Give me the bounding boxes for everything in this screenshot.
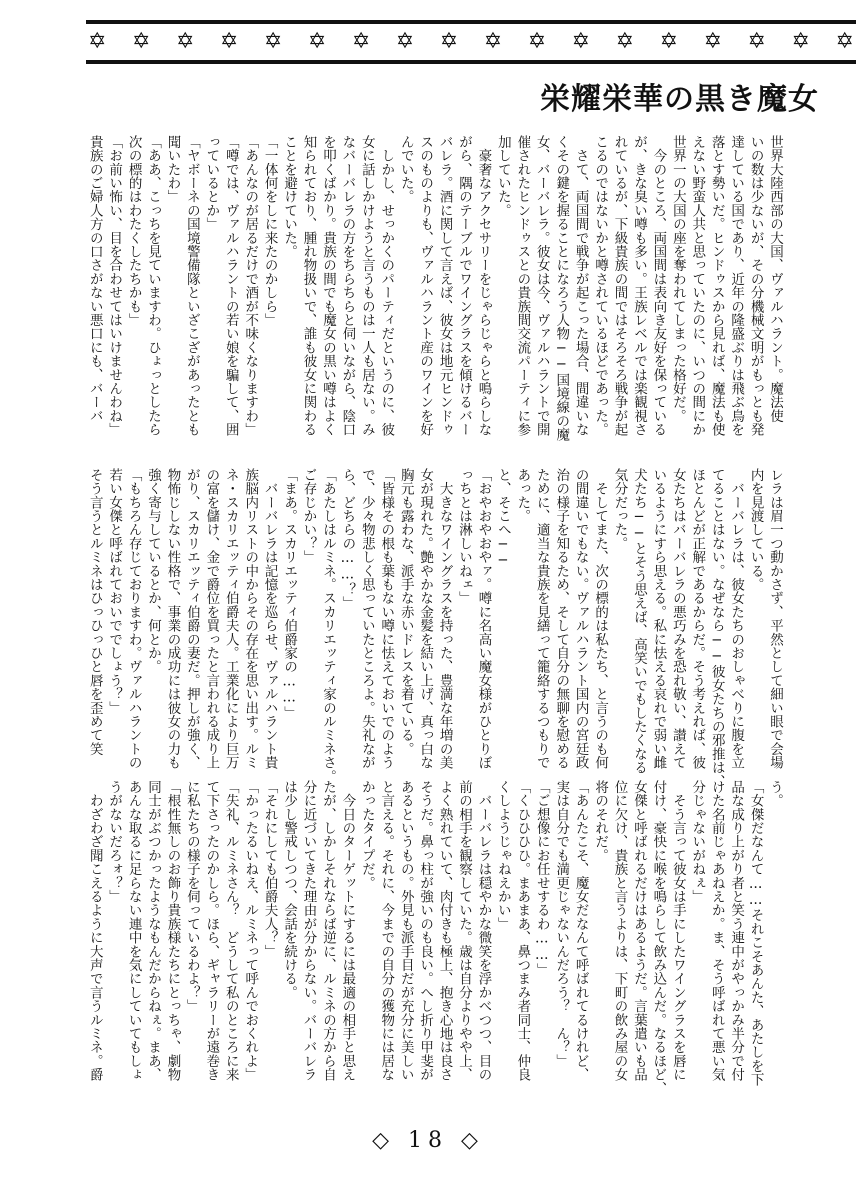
text-column: んでいた。: [397, 135, 414, 204]
text-column: そう言って彼女は手にしたワイングラスを唇に: [669, 780, 686, 1082]
header-top-rule: [86, 20, 856, 24]
text-column: 強く寄与しているとか、何とか。: [145, 468, 161, 674]
text-column: てることはない。なぜなら──彼女たちの邪推は、: [708, 468, 725, 789]
text-column: 付け、豪快に喉を鳴らして飲み込んだ。なるほど、: [650, 780, 667, 1096]
text-column: 「皆様その根も葉もない噂に怯えておいでのよう: [378, 468, 395, 770]
text-column: を叩くばかり。貴族の間でも魔女の黒い噂はよく: [319, 135, 336, 437]
text-column: かったタイプだ。: [358, 780, 375, 890]
text-column: 「失礼、ルミネさん？ どうして私のところに来: [222, 780, 239, 1082]
page-footer: [358, 1128, 498, 1162]
text-column: 次の標的はわたくしたちかも」: [125, 135, 142, 327]
text-column: 「あんなのが居るだけで酒が不味くなりますわ」: [242, 135, 259, 437]
text-column: う。: [767, 780, 783, 808]
text-column: くしようじゃねえかい」: [494, 780, 511, 931]
text-column: けた名前じゃあねえか。ま、そう呼ばれて悪い気: [708, 780, 725, 1082]
text-column: 胸元も露わな、派手な赤いドレスを着ている。: [397, 468, 414, 756]
text-column: 催されたヒンドゥスとの貴族間交流パーティに参: [514, 135, 531, 437]
text-column: 世界大陸西部の大国、ヴァルハラント。魔法使: [767, 135, 783, 423]
text-column: うがないだろォ？」: [106, 780, 123, 904]
text-column: バーバレラは、彼女たちのおしゃべりに腹を立: [728, 468, 745, 770]
text-column: 「根性無しのお飾り貴族様たちにとっちゃ、劇物: [164, 780, 181, 1082]
text-column: あんな取るに足らない連中を気にしていてもしょ: [125, 780, 142, 1082]
text-column: 「まあ。スカリエッティ伯爵家の……」: [281, 468, 298, 720]
text-column: 分に近づいてきた理由が分からない。バーバレラ: [300, 780, 317, 1082]
text-column: 物怖じしない性格で、事業の成功には彼女の力も: [164, 468, 181, 770]
text-column: 世界一の大国の座を奪われてしまった格好だ。: [669, 135, 686, 423]
text-column: そうだ。鼻っ柱が強いのも良い。へし折り甲斐が: [417, 780, 434, 1082]
text-column: 女が現れた。艶やかな金髪を結い上げ、真っ白な: [417, 468, 434, 770]
text-column: 分じゃないがねぇ」: [689, 780, 706, 904]
text-column: 治の様子を知るため、そして自分の無聊を慰める: [553, 468, 570, 770]
text-column: と、そこへ──: [494, 468, 511, 569]
text-column: れているが、下級貴族の間ではそろそろ戦争が起: [611, 135, 628, 437]
star-of-david-icon: ✡: [791, 29, 810, 54]
text-column: 若い女傑と呼ばれておいででしょう？」: [106, 468, 123, 715]
star-of-david-icon: ✡: [659, 29, 679, 54]
text-column: スのものよりも、ヴァルハラント産のワインを好: [417, 135, 434, 437]
text-column: こるのではないかと噂されているほどであった。: [592, 135, 609, 437]
text-column: 同士がぶつかったようなもんだからねぇ。まあ、: [145, 780, 161, 1082]
text-column: そう言うとルミネはひっひっひと唇を歪めて笑: [86, 468, 103, 756]
star-of-david-icon: ✡: [439, 29, 459, 54]
text-column: しかし、せっかくのパーティだというのに、彼: [378, 135, 395, 437]
star-of-david-icon: ✡: [395, 29, 415, 54]
text-column: くその鍵を握ることになろう人物──国境線の魔: [553, 135, 570, 442]
text-column: ために、適当な貴族を見繕って籠絡するつもりで: [533, 468, 550, 770]
text-column: 知られており、腫れ物扱いで、誰も彼女に関わる: [300, 135, 317, 437]
text-column: っちとは淋しいねェ」: [456, 468, 472, 605]
text-column: バーバレラは穏やかな微笑を浮かべつつ、目の: [475, 780, 492, 1082]
text-column: 実は自分でも満更じゃないんだろう？ ん？」: [553, 780, 570, 1068]
text-column: っているとか」: [203, 135, 220, 231]
text-column: と言える。それに、今までの自分の獲物には居な: [378, 780, 395, 1082]
text-column: 今日のターゲットにするには最適の相手と思え: [339, 780, 356, 1082]
text-column: えない野蛮人共と思っていたのに、いつの間にか: [689, 135, 706, 437]
text-column: 「一体何をしに来たのかしら」: [261, 135, 278, 327]
text-column: がり、スカリエッティ伯爵の妻だ。押しが強く、: [183, 468, 200, 770]
text-column: ご存じかい？」: [300, 468, 317, 564]
text-column: いの数は少ないが、その分機械文明がもっとも発: [747, 135, 764, 437]
text-block-top: [86, 135, 786, 467]
diamond-left-icon: ◇: [372, 1128, 395, 1153]
text-block-bottom: [86, 780, 786, 1112]
text-column: て下さったのかしら。ほら、ギャラリーが遠巻き: [203, 780, 220, 1082]
text-column: がら、隅のテーブルでワイングラスを傾けるバー: [456, 135, 472, 437]
text-column: 前の相手を観察していた。歳は自分よりやや上、: [456, 780, 472, 1082]
text-column: に私たちの様子を伺っているわよ？」: [183, 780, 200, 1013]
text-column: 族脳内リストの中からその存在を思い出す。ルミ: [242, 468, 259, 770]
text-column: 「噂では、ヴァルハラントの若い娘を騙して、囲: [222, 135, 239, 437]
text-column: 落とす勢いだ。ヒンドゥスから見れば、魔法も使: [708, 135, 725, 437]
text-column: 内を見渡している。: [747, 468, 764, 592]
text-column: 「ヤボーネの国境警備隊といざこざがあったとも: [183, 135, 200, 437]
text-column: 品な成り上がり者と笑う連中がやっかみ半分で付: [728, 780, 745, 1082]
text-column: 「くひひひひ。まあまあ、鼻つまみ者同士、仲良: [514, 780, 531, 1082]
diamond-right-icon: ◇: [461, 1128, 484, 1153]
text-column: 「あんたこそ、魔女だなんて呼ばれてるけれど、: [572, 780, 589, 1082]
text-column: いるようにすら思える。私に怯える哀れで弱い雌: [650, 468, 667, 770]
text-column: 将のそれだ。: [592, 780, 609, 863]
header-bottom-rule: [86, 60, 856, 64]
text-column: 豪奢なアクセサリーをじゃらじゃらと鳴らしな: [475, 135, 492, 437]
star-of-david-icon: ✡: [88, 29, 107, 54]
star-of-david-icon: ✡: [351, 29, 371, 54]
text-column: 聞いたわ」: [164, 135, 181, 204]
text-column: 「ああ、こっちを見ていますわ。ひょっとしたら: [145, 135, 161, 437]
star-of-david-icon: ✡: [263, 29, 283, 54]
text-column: ほとんどが正解であるからだ。そう考えれば、彼: [689, 468, 706, 770]
text-column: 女たちはバーバレラの悪巧みを恐れ敬い、讃えて: [669, 468, 686, 770]
text-column: あった。: [514, 468, 531, 523]
text-column: そしてまた、次の標的は私たち、と言うのも何: [592, 468, 609, 770]
star-of-david-icon: ✡: [219, 29, 239, 54]
text-column: 貴族のご婦人方の口さがない悪口にも、バーバ: [86, 135, 103, 423]
text-column: レラは眉一つ動かさず、平然として細い眼で会場: [767, 468, 783, 770]
star-of-david-icon: ✡: [571, 29, 591, 54]
text-column: ことを避けていた。: [281, 135, 298, 259]
text-column: が、きな臭い噂も多い。王族レベルでは楽観視さ: [630, 135, 647, 437]
text-column: 女傑と呼ばれるだけはあるようだ。言葉遣いも品: [630, 780, 647, 1082]
text-column: たが、しかしそれならば逆に、ルミネの方から自: [319, 780, 336, 1082]
page-number: 18: [408, 1128, 448, 1153]
text-column: わざわざ聞こえるように大声で言うルミネ。爵: [86, 780, 103, 1082]
text-column: ら、どちらの……？」: [339, 468, 356, 610]
star-of-david-icon: ✡: [175, 29, 195, 54]
text-column: 「女傑だなんて……それこそあんた、あたしを下: [747, 780, 764, 1087]
text-column: 「もちろん存じておりますわ。ヴァルハラントの: [125, 468, 142, 770]
text-column: あるというもの。外見も派手目だが充分に美しい: [397, 780, 414, 1082]
star-of-david-icon: ✡: [307, 29, 327, 54]
text-column: 「あたしはルミネ。スカリエッティ家のルミネさ。: [319, 468, 336, 784]
text-column: 女に話しかけようと言うものは一人も居ない。み: [358, 135, 375, 437]
text-column: さて、両国間で戦争が起こった場合、間違いな: [572, 135, 589, 437]
text-column: 「お前い怖い、目を合わせてはいけませんわね」: [106, 135, 123, 437]
text-column: は少し警戒しつつ、会話を続ける。: [281, 780, 298, 1000]
text-column: 犬たち──とそう思えば、高笑いでもしたくなる: [630, 468, 647, 775]
text-column: バレラ。酒に関して言えば、彼女は地元ヒンドゥ: [436, 135, 453, 437]
text-column: 「それにしても伯爵夫人？」: [261, 780, 278, 959]
text-column: の間違いでもない。ヴァルハラント国内の宮廷政: [572, 468, 589, 770]
text-block-middle: [86, 468, 786, 800]
text-column: の富を儲け、金で爵位を買ったと言われる成り上: [203, 468, 220, 770]
text-column: 「かったるいねえ、ルミネって呼んでおくれよ」: [242, 780, 259, 1082]
text-column: 位に欠け、貴族と言うよりは、下町の飲み屋の女: [611, 780, 628, 1082]
text-column: よく熟れていて、肉付きも極上、抱き心地は良さ: [436, 780, 453, 1082]
star-of-david-icon: ✡: [703, 29, 722, 54]
star-row: [86, 31, 856, 53]
text-column: 達している国であり、近年の隆盛ぶりは飛ぶ鳥を: [728, 135, 745, 437]
text-column: 今のところ、両国間は表向き友好を保っている: [650, 135, 667, 437]
star-of-david-icon: ✡: [527, 29, 547, 54]
text-column: バーバレラは記憶を巡らせ、ヴァルハラント貴: [261, 468, 278, 770]
text-column: 女、バーバレラ。彼女は今、ヴァルハラントで開: [533, 135, 550, 437]
star-of-david-icon: ✡: [131, 29, 151, 54]
text-column: 大きなワイングラスを持った、豊満な年増の美: [436, 468, 453, 770]
text-column: ネ・スカリエッティ伯爵夫人。工業化により巨万: [222, 468, 239, 770]
star-of-david-icon: ✡: [835, 29, 854, 54]
text-column: 加していた。: [494, 135, 511, 218]
text-column: 「ご想像にお任せするわ……」: [533, 780, 550, 977]
star-of-david-icon: ✡: [483, 29, 503, 54]
header-band: [86, 20, 856, 64]
star-of-david-icon: ✡: [747, 29, 766, 54]
text-column: なバーバレラの方をちらちらと伺いながら、陰口: [339, 135, 356, 437]
star-of-david-icon: ✡: [615, 29, 635, 54]
text-column: で、少々物悲しく思っていたところよ。失礼なが: [358, 468, 375, 770]
text-column: 気分だった。: [611, 468, 628, 551]
chapter-title: 栄耀栄華の黒き魔女: [540, 82, 819, 117]
text-column: 「おやおやおやァ。噂に名高い魔女様がひとりぼ: [475, 468, 492, 770]
